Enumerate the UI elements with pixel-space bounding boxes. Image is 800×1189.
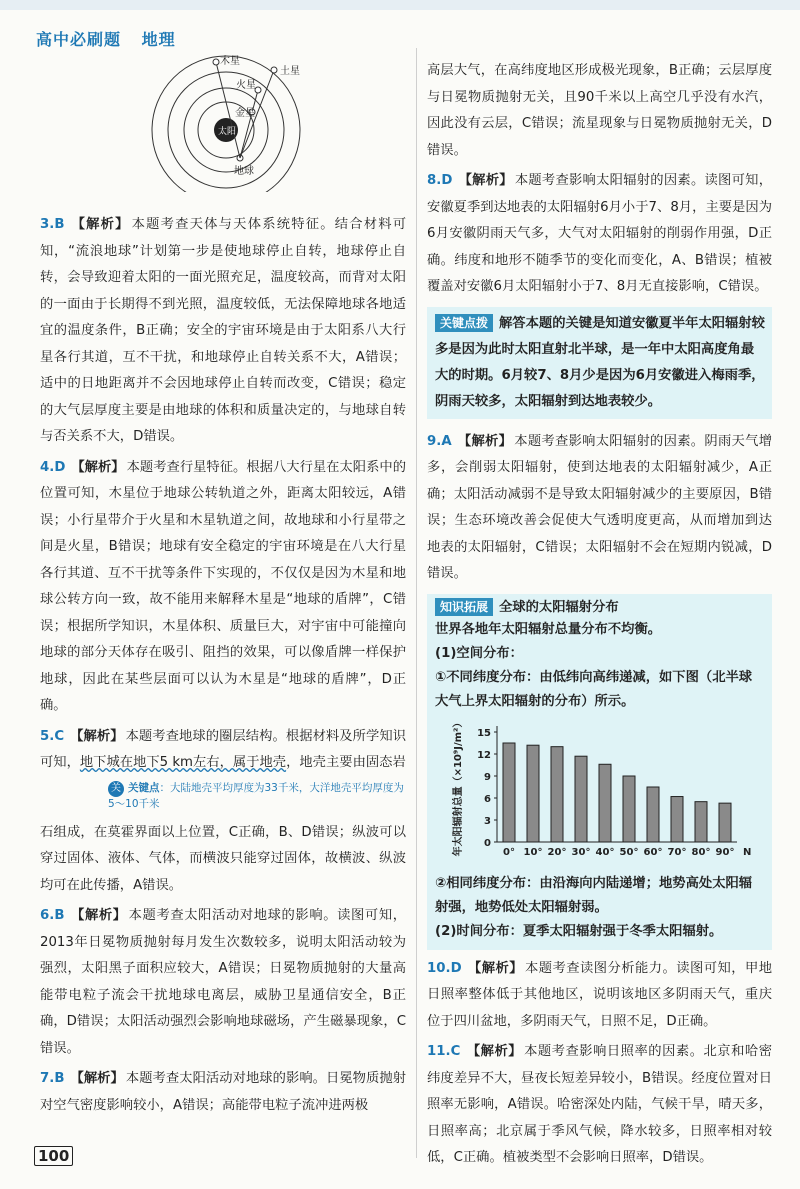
book-title: 高中必刷题 (36, 30, 122, 49)
x-tick-label: 20° (547, 846, 567, 858)
knowledge-line: ②相同纬度分布：由沿海向内陆递增；地势高处太阳辐射强，地势低处太阳辐射弱。 (435, 875, 753, 915)
y-tick-label: 6 (484, 793, 491, 805)
y-axis-label: 年太阳辐射总量（×10⁹J/m²） (453, 717, 464, 856)
y-tick-label: 3 (484, 815, 491, 827)
answer-9: 9.A 【解析】 本题考查影响太阳辐射的因素。阴雨天气增多，会削弱太阳辐射，使到达地表的太阳辐射减少，A正确；太阳活动减弱不是导致太阳辐射减少的主要原因，B错误；生态环境改善会促使大气透明度更高，从而增加到达地表的太阳辐射，C错误；太阳辐射不会在短期内锐减，D错误。 (427, 433, 773, 581)
knowledge-title: 全球的太阳辐射分布 (499, 599, 619, 615)
question-number: 11.C (427, 1044, 461, 1059)
bar-70° (671, 796, 683, 841)
answer-6: 6.B 【解析】 本题考查太阳活动对地球的影响。读图可知，2013年日冕物质抛射每月发生次数较多，说明太阳活动较为强烈，太阳黑子面积应较大，A错误；日冕物质抛射的大量高能带电粒子流会干扰地球电离层，威胁卫星通信安全，B正确，D错误；太阳活动强烈会影响地球磁场，产生磁暴现象，C错误。 (40, 908, 407, 1056)
key-tip-label: 关键点拨 (435, 314, 493, 332)
question-number: 6.B (40, 908, 65, 923)
y-tick-label: 9 (484, 771, 491, 783)
page-number: 100 (34, 1146, 73, 1166)
saturn-label: 土星 (280, 66, 300, 77)
subject-title: 地理 (141, 30, 176, 49)
saturn-dot (271, 67, 277, 73)
question-number: 5.C (40, 728, 65, 744)
x-tick-label: 50° (619, 846, 639, 858)
jupiter-label: 木星 (220, 56, 240, 67)
answer-10: 10.D 【解析】 本题考查读图分析能力。读图可知，甲地日照率整体低于其他地区，说明该地区多阴雨天气，重庆位于四川盆地，多阴雨天气，日照不足，D正确。 (427, 960, 773, 1029)
question-number: 8.D (427, 173, 453, 188)
knowledge-label: 知识拓展 (435, 598, 493, 616)
bar-40° (599, 764, 611, 842)
right-column (427, 58, 772, 1172)
knowledge-line: (1)空间分布： (435, 645, 523, 661)
column-divider (416, 48, 417, 1158)
answer-11: 11.C 【解析】 本题考查影响日照率的因素。北京和哈密纬度差异不大，昼夜长短差异较小，B错误。经度位置对日照率无影响，A错误。哈密深处内陆，气候干旱，晴天多，日照率高；北京属于季风气候，降水较多，日照率相对较低，C正确。植被类型不会影响日照率，D错误。 (427, 1044, 773, 1165)
bar-50° (623, 776, 635, 842)
answer-5: 5.C 【解析】 本题考查地球的圈层结构。根据材料及所学知识可知，地下城在地下5 km左右，属于地壳，地壳主要由固态岩 (40, 728, 407, 770)
bar-90° (719, 803, 731, 842)
knowledge-box (427, 594, 772, 950)
answer-8: 8.D 【解析】 本题考查影响太阳辐射的因素。读图可知，安徽夏季到达地表的太阳辐射6月小于7、8月，主要是因为6月安徽阴雨天气多，大气对太阳辐射的削弱作用强，D正确。纬度和地形不随季节的变化而变化，A、B错误；植被覆盖对安徽6月太阳辐射小于7、8月无直接影响，C错误。 (427, 173, 773, 294)
answer-4: 4.D 【解析】 本题考查行星特征。根据八大行星在太阳系中的位置可知，木星位于地球公转轨道之外，距离太阳较远，A错误；小行星带介于火星和木星轨道之间，故地球和小行星带之间是火星，B错误；地球有安全稳定的宇宙环境是在八大行星各行其道、互不干扰等条件下实现的，不仅仅是因为木星和地球公转方向一致，故不能用来解释木星是“地球的盾牌”，C错误；根据所学知识，木星体积、质量巨大，对宇宙中可能撞向地球的部分天体存在吸引、阻挡的效果，可以像盾牌一样保护地球，因此在某些层面可以认为木星是“地球的盾牌”，D正确。 (40, 459, 407, 713)
bar-80° (695, 801, 707, 841)
bar-60° (647, 787, 659, 842)
knowledge-line: (2)时间分布：夏季太阳辐射强于冬季太阳辐射。 (435, 923, 723, 939)
question-number: 4.D (40, 459, 66, 475)
y-tick-label: 15 (477, 727, 491, 739)
x-unit-label: N (743, 846, 752, 858)
question-number: 9.A (427, 433, 452, 449)
bar-10° (527, 745, 539, 842)
answer-7-cont: 高层大气，在高纬度地区形成极光现象，B正确；云层厚度与日冕物质抛射无关，且90千米以上高空几乎没有水汽，因此没有云层，C错误；流星现象与日冕物质抛射无关，D错误。 (427, 63, 772, 158)
x-tick-label: 80° (691, 846, 711, 858)
key-tip-box: 关键点拨 解答本题的关键是知道安徽夏半年太阳辐射较多是因为此时太阳直射北半球，是一年中太阳高度角最大的时期。6月较7、8月少是因为6月安徽进入梅雨季，阴雨天较多，太阳辐射到达地表较少。 (427, 307, 772, 419)
key-point-note: 关 关键点：大陆地壳平均厚度为33千米，大洋地壳平均厚度为5～10千米 (108, 781, 404, 810)
key-phrase: 地下城在地下5 km左右，属于地壳 (79, 755, 287, 770)
knowledge-line: 世界各地年太阳辐射总量分布不均衡。 (435, 621, 662, 637)
question-number: 3.B (40, 217, 65, 232)
bar-30° (575, 756, 587, 842)
x-tick-label: 0° (503, 846, 515, 858)
x-tick-label: 60° (643, 846, 663, 858)
y-tick-label: 12 (477, 749, 491, 761)
venus-label: 金星 (235, 108, 255, 119)
jupiter-dot (213, 59, 219, 65)
answer-3: 3.B 【解析】 本题考查天体与天体系统特征。结合材料可知，“流浪地球”计划第一步是使地球停止自转，地球停止自转，会导致迎着太阳的一面光照充足，温度较高，而背对太阳的一面由于长期得不到光照，温度较低，无法保障地球各地适宜的温度条件，B正确；安全的宇宙环境是由于太阳系八大行星各行其道，互不干扰，和地球停止自转关系不大，A错误；适中的日地距离并不会因地球停止自转而改变，C错误；稳定的大气层厚度主要是由地球的体积和质量决定的，与地球自转与否关系不大，D错误。 (40, 217, 407, 444)
top-band (0, 0, 800, 10)
x-tick-label: 70° (667, 846, 687, 858)
key-icon: 关 (108, 781, 124, 797)
answer-5-cont: 石组成，在莫霍界面以上位置，C正确，B、D错误；纵波可以穿过固体、液体、气体，而横波只能穿过固体，故横波、纵波均可在此传播，A错误。 (40, 824, 406, 893)
answer-7: 7.B 【解析】 本题考查太阳活动对地球的影响。日冕物质抛射对空气密度影响较小，A错误；高能带电粒子流冲进两极 (40, 1071, 407, 1113)
y-tick-label: 0 (484, 837, 491, 849)
knowledge-line: ①不同纬度分布：由低纬向高纬递减，如下图（北半球大气上界太阳辐射的分布）所示。 (435, 669, 753, 709)
question-number: 10.D (427, 960, 462, 976)
x-tick-label: 90° (715, 846, 735, 858)
x-tick-label: 10° (523, 846, 543, 858)
bar-0° (503, 743, 515, 842)
left-column (40, 212, 406, 1119)
sun-label: 太阳 (218, 127, 237, 137)
earth-label: 地球 (234, 166, 254, 177)
radiation-bar-chart (435, 718, 755, 868)
bar-20° (551, 746, 563, 841)
x-tick-label: 30° (571, 846, 591, 858)
page-header (36, 27, 190, 50)
mars-label: 火星 (236, 80, 256, 91)
question-number: 7.B (40, 1071, 65, 1086)
solar-system-diagram (140, 52, 310, 196)
x-tick-label: 40° (595, 846, 615, 858)
